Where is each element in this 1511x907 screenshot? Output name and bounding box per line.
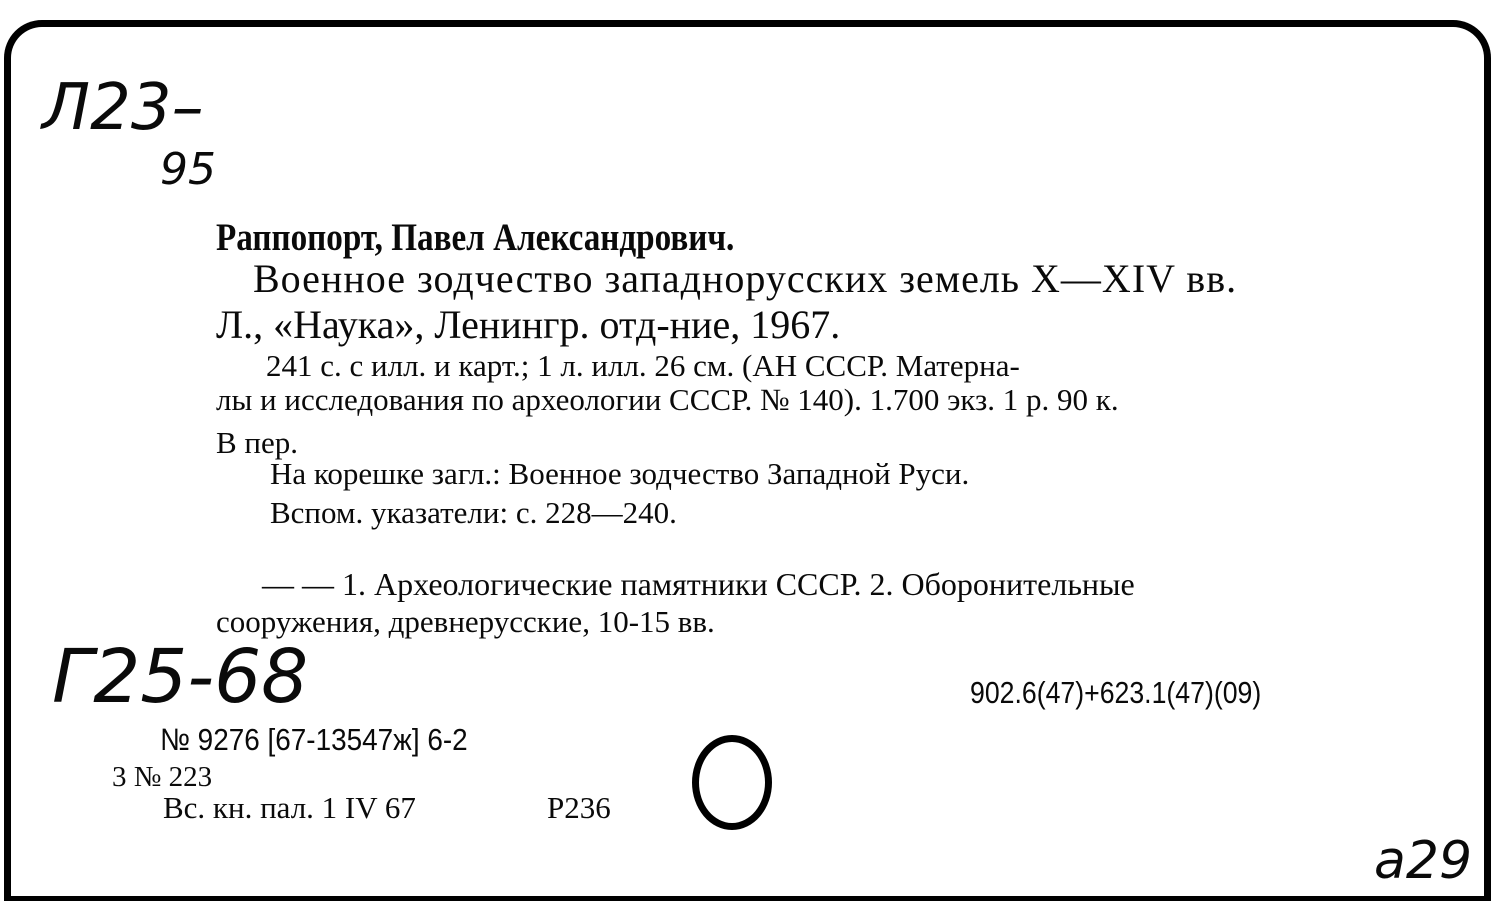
print-code: Р236	[547, 790, 611, 825]
chamber-record: Вс. кн. пал. 1 IV 67	[163, 790, 416, 825]
handwritten-corner-mark: а29	[1374, 831, 1473, 891]
description-line: лы и исследования по археологии СССР. № 140). 1.700 экз. 1 р. 90 к.	[216, 382, 1119, 417]
handwritten-shelf-number: 95	[160, 144, 216, 195]
spine-title-note: На корешке загл.: Военное зодчество Западной Руси.	[270, 456, 970, 491]
index-note: Вспом. указатели: с. 228—240.	[270, 495, 677, 530]
classification-number: 902.6(47)+623.1(47)(09)	[970, 675, 1262, 710]
description-line: В пер.	[216, 425, 299, 460]
card-number: № 9276 [67-13547ж] 6-2	[160, 722, 468, 757]
author-heading: Раппопорт, Павел Александрович.	[216, 216, 735, 259]
handwritten-accession-number: Г25-68	[52, 634, 309, 720]
punch-hole	[692, 735, 772, 830]
subject-headings: — — 1. Археологические памятники СССР. 2. Оборонительные	[262, 566, 1135, 602]
card-bottom-edge	[4, 896, 1491, 901]
handwritten-shelf-mark: Л23–	[42, 71, 204, 145]
description-line: 241 с. с илл. и карт.; 1 л. илл. 26 см. (АН СССР. Матерна-	[266, 348, 1020, 383]
subject-headings-cont: сооружения, древнерусские, 10-15 вв.	[216, 604, 715, 639]
order-number: 3 № 223	[112, 761, 213, 793]
publication-info: Л., «Наука», Ленингр. отд-ние, 1967.	[216, 302, 841, 347]
book-title: Военное зодчество западнорусских земель X—XIV вв.	[253, 256, 1238, 301]
